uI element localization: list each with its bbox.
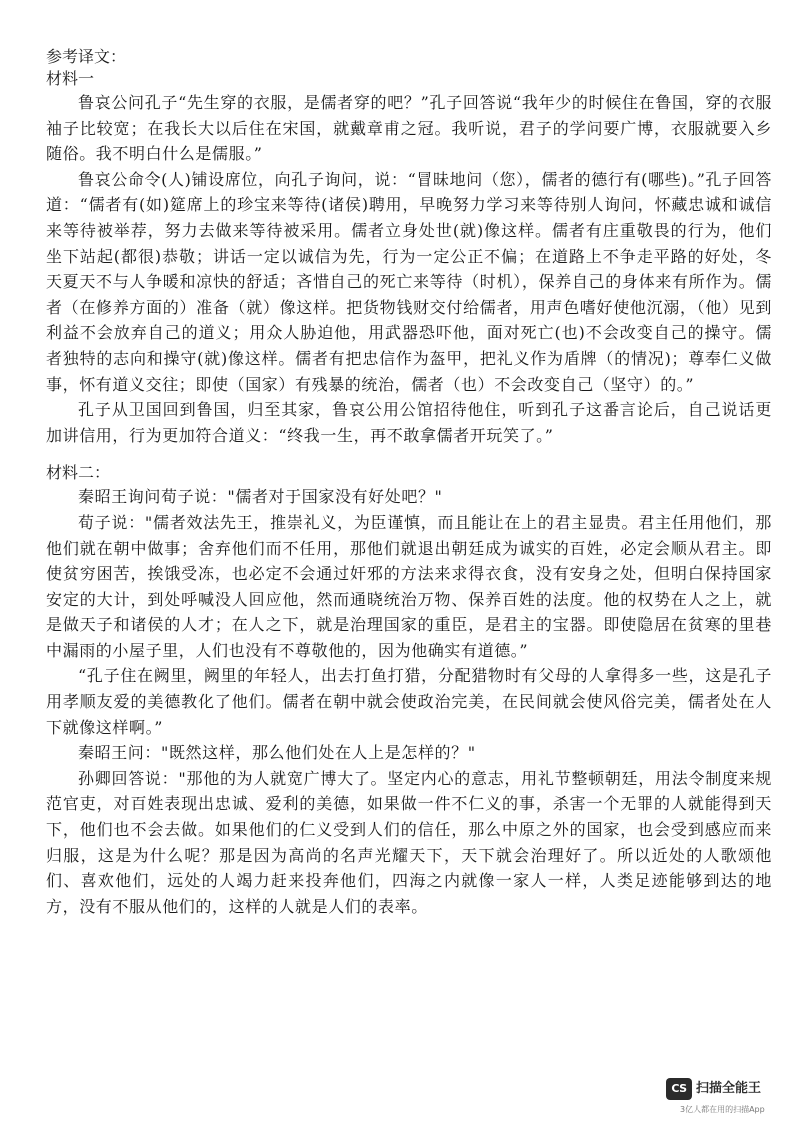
watermark-title: 扫描全能王 bbox=[696, 1081, 762, 1096]
section1-heading: 材料一 bbox=[46, 69, 95, 88]
document-title: 参考译文： bbox=[46, 47, 127, 66]
camscanner-watermark bbox=[666, 1074, 784, 1122]
section2-paragraph-1: 秦昭王询问荀子说："儒者对于国家没有好处吧？" bbox=[78, 487, 443, 507]
camscanner-logo-icon: CS bbox=[666, 1078, 692, 1100]
section2-paragraph-2: 荀子说："儒者效法先王，推崇礼义，为臣谨慎，而且能让在上的君主显贵。君主任用他们，那他们就在朝中做事；舍弃他们而不任用，那他们就退出朝廷成为诚实的百姓，必定会顺从君主。即使贫穷困苦，挨饿受冻，也必定不会通过奸邪的方法来求得衣食，没有安身之处，但明白保持国家安定的大计，到处呼喊没人回应他，然而通晓统治万物、保养百姓的法度。他的权势在人之上，就是做天子和诸侯的人才；在人之下，就是治理国家的重臣，是君主的宝器。即使隐居在贫寒的里巷中漏雨的小屋子里，人们也没有不尊敬他的，因为他确实有道德。” bbox=[46, 512, 772, 660]
section2-heading: 材料二： bbox=[46, 463, 111, 483]
section2-paragraph-5: 孙卿回答说："那他的为人就宽广博大了。坚定内心的意志，用礼节整顿朝廷，用法令制度来规范官吏，对百姓表现出忠诚、爱利的美德，如果做一件不仁义的事，杀害一个无罪的人就能得到天下，他们也不会去做。如果他们的仁义受到人们的信任，那么中原之外的国家，也会受到感应而来归服，这是为什么呢？那是因为高尚的名声光耀天下，天下就会治理好了。所以近处的人歌颂他们、喜欢他们，远处的人竭力赶来投奔他们，四海之内就像一家人一样，人类足迹能够到达的地方，没有不服从他们的，这样的人就是人们的表率。 bbox=[46, 768, 772, 916]
section2-paragraph-4: 秦昭王问："既然这样，那么他们处在人上是怎样的？" bbox=[78, 743, 476, 763]
section-divider bbox=[46, 448, 772, 462]
watermark-subtitle: 3亿人都在用的扫描App bbox=[680, 1105, 765, 1114]
section2-paragraph-3: “孔子住在阙里，阙里的年轻人，出去打鱼打猎，分配猎物时有父母的人拿得多一些，这是孔子用孝顺友爱的美德教化了他们。儒者在朝中就会使政治完美，在民间就会使风俗完美，儒者处在人下就像这样啊。” bbox=[46, 666, 772, 737]
section1-paragraph-3: 孔子从卫国回到鲁国，归至其家，鲁哀公用公馆招待他住，听到孔子这番言论后，自己说话更加讲信用，行为更加符合道义：“终我一生，再不敢拿儒者开玩笑了。” bbox=[46, 400, 772, 445]
section1-paragraph-1: 鲁哀公问孔子“先生穿的衣服，是儒者穿的吧？”孔子回答说“我年少的时候住在鲁国，穿的衣服袖子比较宽；在我长大以后住在宋国，就戴章甫之冠。我听说，君子的学问要广博，衣服就要入乡随俗。我不明白什么是儒服。” bbox=[46, 93, 772, 164]
document-page bbox=[46, 46, 772, 919]
section1-paragraph-2: 鲁哀公命令(人)铺设席位，向孔子询问，说：“冒昧地问（您），儒者的德行有(哪些)。”孔子回答道：“儒者有(如)筵席上的珍宝来等待(诸侯)聘用，早晚努力学习来等待别人询问，怀藏忠诚和诚信来等待被举荐，努力去做来等待被采用。儒者立身处世(就)像这样。儒者有庄重敬畏的行为，他们坐下站起(都很)恭敬；讲话一定以诚信为先，行为一定公正不偏；在道路上不争走平路的好处，冬天夏天不与人争暖和凉快的舒适；吝惜自己的死亡来等待（时机），保养自己的身体来有所作为。儒者（在修养方面的）准备（就）像这样。把货物钱财交付给儒者，用声色嗜好使他沉溺，（他）见到利益不会放弃自己的道义；用众人胁迫他，用武器恐吓他，面对死亡(也)不会改变自己的操守。儒者独特的志向和操守(就)像这样。儒者有把忠信作为盔甲，把礼义作为盾牌（的情况)；尊奉仁义做事，怀有道义交往；即使（国家）有残暴的统治，儒者（也）不会改变自己（坚守）的。” bbox=[46, 169, 772, 394]
